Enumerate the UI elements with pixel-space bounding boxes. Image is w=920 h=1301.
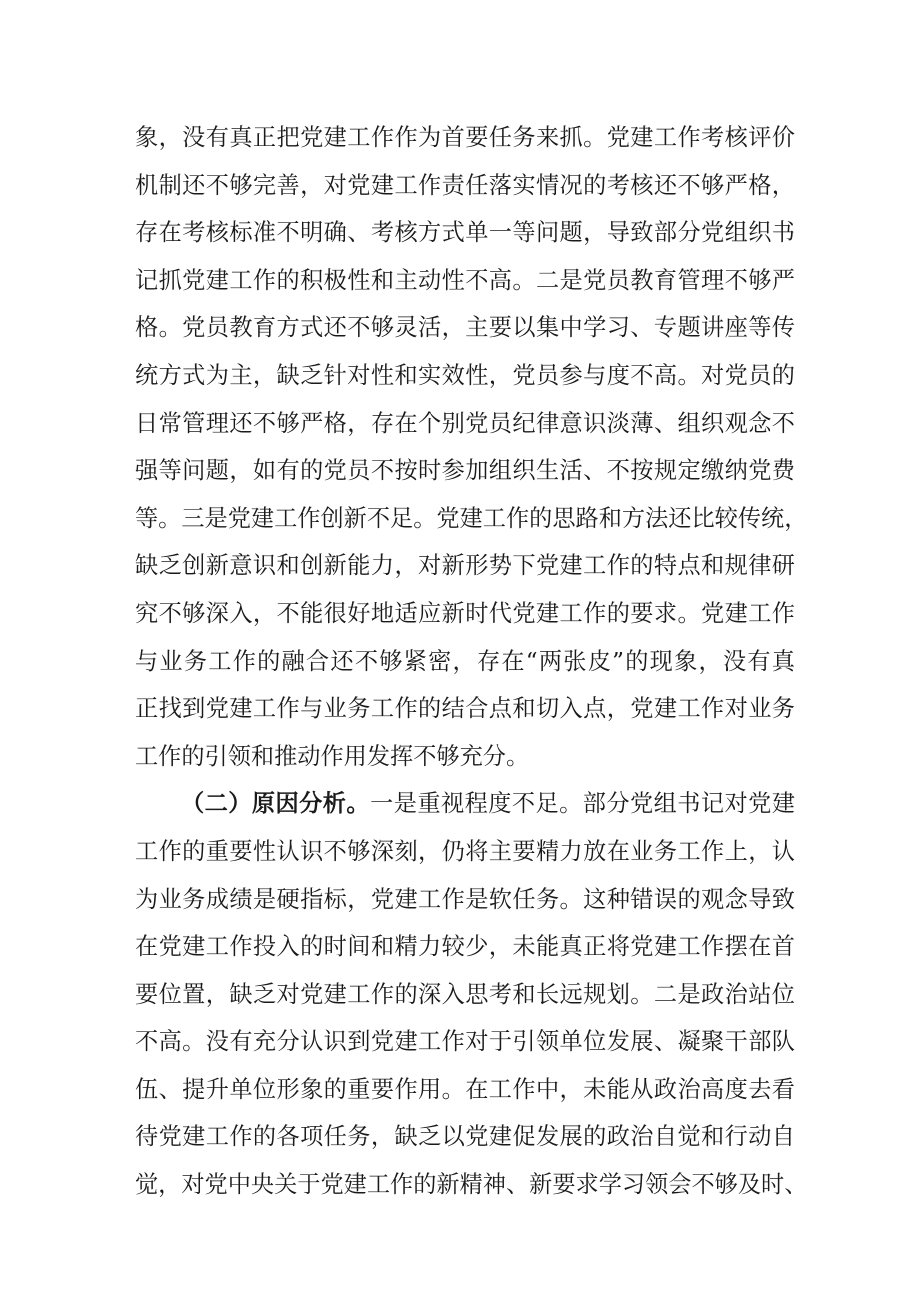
text-line: 象，没有真正把党建工作作为首要任务来抓。党建工作考核评价 [135, 124, 795, 151]
text-line: 等。三是党建工作创新不足。党建工作的思路和方法还比较传统， [135, 504, 808, 532]
text-line: 与业务工作的融合还不够紧密，存在“两张皮”的现象，没有真 [135, 647, 795, 675]
text-line: 究不够深入，不能很好地适应新时代党建工作的要求。党建工作 [135, 599, 795, 627]
text-line: 为业务成绩是硬指标，党建工作是软任务。这种错误的观念导致 [135, 885, 795, 913]
text-line: 工作的引领和推动作用发挥不够充分。 [135, 742, 530, 770]
text-line: 日常管理还不够严格，存在个别党员纪律意识淡薄、组织观念不 [135, 409, 795, 437]
section-2-first-line [135, 780, 795, 828]
text-line: 待党建工作的各项任务，缺乏以党建促发展的政治自觉和行动自 [135, 1123, 795, 1151]
text-line: 工作的重要性认识不够深刻，仍将主要精力放在业务工作上，认 [135, 837, 795, 865]
text-line: 在党建工作投入的时间和精力较少，未能真正将党建工作摆在首 [135, 933, 795, 961]
text-line: 机制还不够完善，对党建工作责任落实情况的考核还不够严格， [135, 171, 795, 199]
text-line: 格。党员教育方式还不够灵活，主要以集中学习、专题讲座等传 [135, 314, 795, 342]
section-2-first-line-text: 一是重视程度不足。部分党组书记对党建 [370, 790, 796, 818]
section-2-heading: （二）原因分析。 [181, 790, 371, 818]
text-line: 存在考核标准不明确、考核方式单一等问题，导致部分党组织书 [135, 219, 795, 247]
body-text [135, 114, 808, 1209]
text-line: 正找到党建工作与业务工作的结合点和切入点，党建工作对业务 [135, 695, 795, 723]
text-line: 不高。没有充分认识到党建工作对于引领单位发展、凝聚干部队 [135, 1028, 795, 1056]
text-line: 缺乏创新意识和创新能力，对新形势下党建工作的特点和规律研 [135, 552, 795, 580]
text-line: 觉，对党中央关于党建工作的新精神、新要求学习领会不够及时、 [135, 1171, 808, 1199]
text-line: 统方式为主，缺乏针对性和实效性，党员参与度不高。对党员的 [135, 361, 795, 389]
text-line: 强等问题，如有的党员不按时参加组织生活、不按规定缴纳党费 [135, 457, 795, 485]
text-line: 伍、提升单位形象的重要作用。在工作中，未能从政治高度去看 [135, 1075, 795, 1103]
text-line: 记抓党建工作的积极性和主动性不高。二是党员教育管理不够严 [135, 266, 795, 294]
text-line: 要位置，缺乏对党建工作的深入思考和长远规划。二是政治站位 [135, 980, 795, 1008]
